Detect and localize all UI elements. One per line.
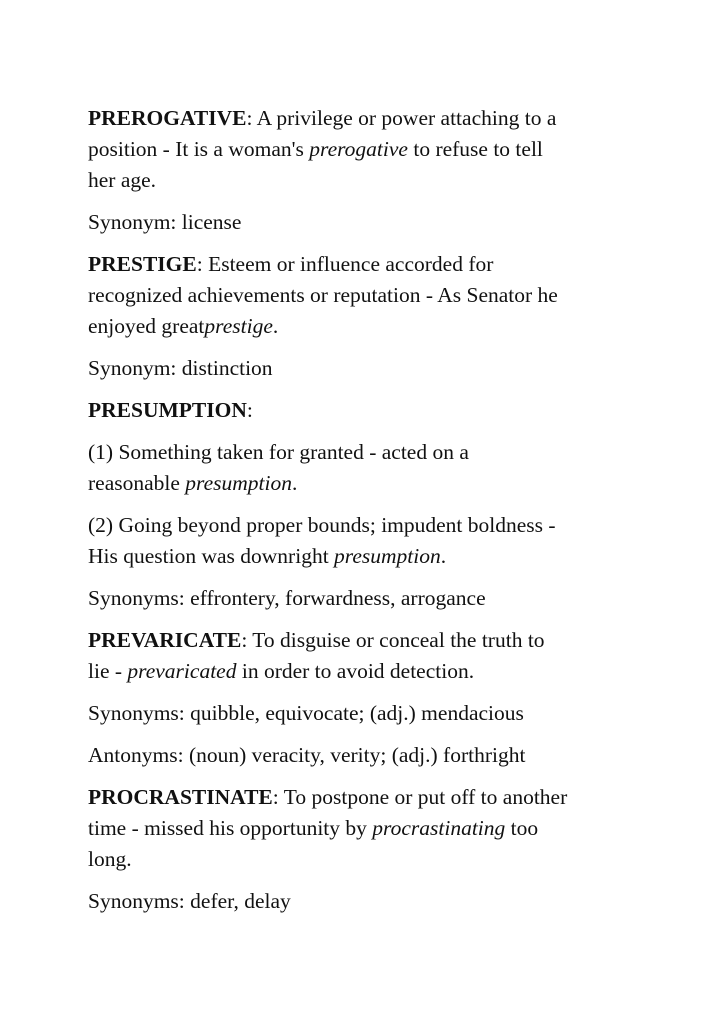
- text-line: [88, 844, 648, 875]
- text-line: [88, 249, 648, 280]
- paragraph: [88, 886, 648, 917]
- text-line: [88, 510, 648, 541]
- text-line: [88, 698, 648, 729]
- text-line: [88, 134, 648, 165]
- text-line: [88, 395, 648, 426]
- emphasized-word: prestige: [204, 314, 273, 338]
- text-segment: Synonym: license: [88, 210, 242, 234]
- text-line: [88, 437, 648, 468]
- text-line: [88, 311, 648, 342]
- text-line: [88, 103, 648, 134]
- text-segment: Synonyms: quibble, equivocate; (adj.) mendacious: [88, 701, 524, 725]
- paragraph: [88, 625, 648, 687]
- text-segment: (1) Something taken for granted - acted on a: [88, 440, 469, 464]
- text-line: [88, 813, 648, 844]
- text-segment: (2) Going beyond proper bounds; impudent boldness -: [88, 513, 556, 537]
- vocabulary-term: PREVARICATE: [88, 628, 242, 652]
- paragraph: [88, 583, 648, 614]
- paragraph: [88, 510, 648, 572]
- paragraph: [88, 353, 648, 384]
- text-line: [88, 625, 648, 656]
- text-segment: .: [272, 314, 279, 338]
- text-segment: recognized achievements or reputation - As Senator he: [88, 283, 558, 307]
- text-line: [88, 541, 648, 572]
- text-segment: :: [246, 398, 253, 422]
- text-segment: : Esteem or influence accorded for: [196, 252, 494, 276]
- text-segment: in order to avoid detection.: [236, 659, 475, 683]
- vocabulary-term: PREROGATIVE: [88, 106, 247, 130]
- text-line: [88, 656, 648, 687]
- text-segment: .: [440, 544, 447, 568]
- paragraph: [88, 249, 648, 342]
- text-segment: time - missed his opportunity by: [88, 816, 373, 840]
- text-segment: : To postpone or put off to another: [272, 785, 568, 809]
- text-segment: long.: [88, 847, 132, 871]
- text-line: [88, 583, 648, 614]
- text-segment: reasonable: [88, 471, 186, 495]
- text-line: [88, 886, 648, 917]
- text-line: [88, 782, 648, 813]
- emphasized-word: prerogative: [309, 137, 408, 161]
- paragraph: [88, 740, 648, 771]
- vocabulary-term: PROCRASTINATE: [88, 785, 273, 809]
- vocabulary-term: PRESTIGE: [88, 252, 197, 276]
- paragraph: [88, 698, 648, 729]
- text-line: [88, 740, 648, 771]
- document-page: [88, 103, 648, 928]
- text-segment: Synonyms: defer, delay: [88, 889, 291, 913]
- emphasized-word: procrastinating: [372, 816, 506, 840]
- text-segment: : A privilege or power attaching to a: [246, 106, 557, 130]
- text-segment: Synonyms: effrontery, forwardness, arrogance: [88, 586, 486, 610]
- text-segment: position - It is a woman's: [88, 137, 310, 161]
- text-segment: enjoyed great: [88, 314, 205, 338]
- text-segment: too: [505, 816, 539, 840]
- text-line: [88, 280, 648, 311]
- paragraph: [88, 395, 648, 426]
- text-segment: to refuse to tell: [407, 137, 543, 161]
- text-segment: His question was downright: [88, 544, 335, 568]
- paragraph: [88, 782, 648, 875]
- paragraph: [88, 207, 648, 238]
- paragraph: [88, 437, 648, 499]
- text-line: [88, 207, 648, 238]
- text-line: [88, 468, 648, 499]
- emphasized-word: presumption: [185, 471, 292, 495]
- text-segment: : To disguise or conceal the truth to: [241, 628, 545, 652]
- emphasized-word: prevaricated: [127, 659, 237, 683]
- text-line: [88, 165, 648, 196]
- text-segment: lie -: [88, 659, 128, 683]
- text-segment: .: [292, 471, 298, 495]
- vocabulary-term: PRESUMPTION: [88, 398, 247, 422]
- emphasized-word: presumption: [334, 544, 441, 568]
- text-segment: her age.: [88, 168, 157, 192]
- text-segment: Synonym: distinction: [88, 356, 273, 380]
- paragraph: [88, 103, 648, 196]
- text-segment: Antonyms: (noun) veracity, verity; (adj.) forthright: [88, 743, 526, 767]
- text-line: [88, 353, 648, 384]
